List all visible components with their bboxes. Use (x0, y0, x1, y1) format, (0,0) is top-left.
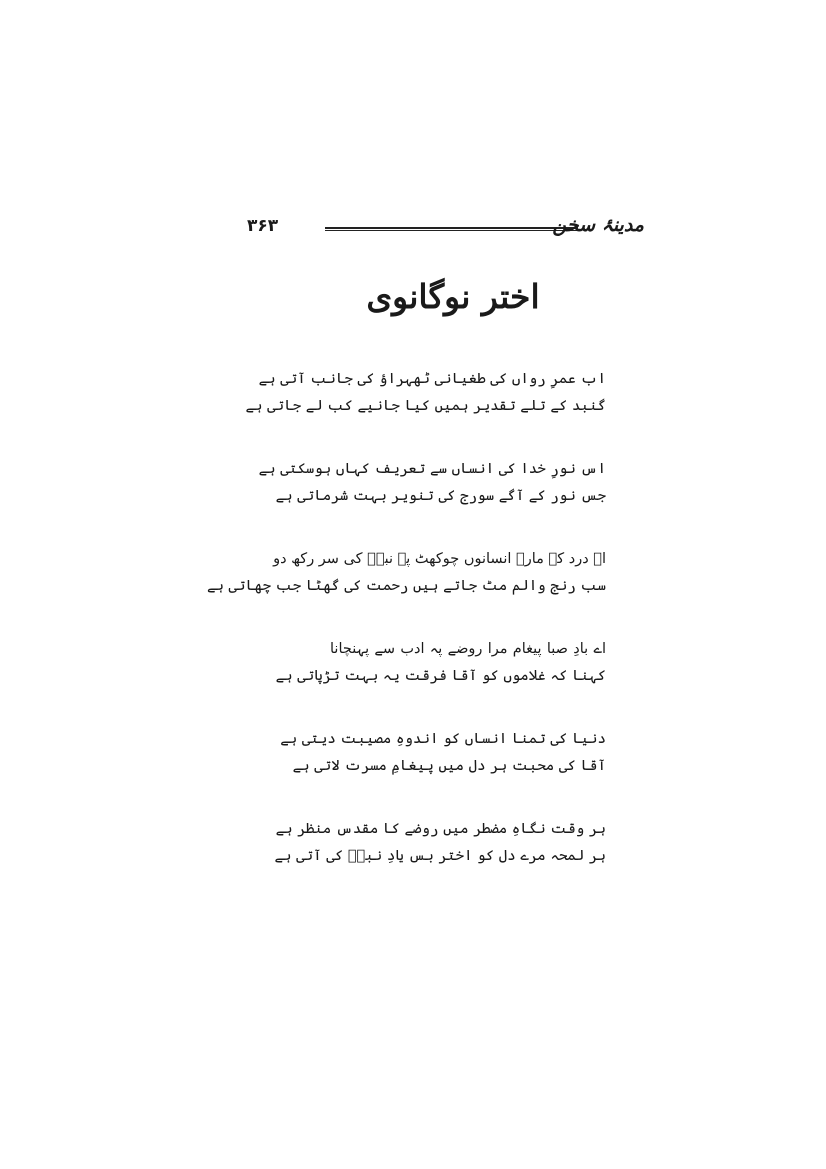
couplet (245, 366, 606, 422)
verse-line: جس نور کے آگے سورج کی تنویر بہت شرماتی ہے (275, 488, 606, 504)
verse-line: اب عمرِ رواں کی طغیانی ٹھہراؤ کی جانب آتی ہے (258, 371, 606, 387)
verse-line: سب رنج والم مٹ جاتے ہیں رحمت کی گھٹا جب چھاتی ہے (206, 578, 606, 594)
page-number: ۳۶۳ (247, 216, 279, 236)
verse-line: کہنا کہ غلاموں کو آقا فرقت یہ بہت تڑپاتی ہے (275, 668, 606, 684)
verse-line: گنبد کے تلے تقدیر ہمیں کیا جانیے کب لے جاتی ہے (245, 398, 606, 414)
verse-line: اے درد کے مارے انسانوں چوکھٹ پہ نبیؐ کی سر رکھ دو (273, 551, 606, 567)
verse-line: ہر لمحہ مرے دل کو اختر بس یادِ نبیؐ کی آتی ہے (274, 848, 606, 864)
poem (206, 366, 606, 906)
couplet (258, 456, 606, 512)
verse-line: اے بادِ صبا پیغام مرا روضے پہ ادب سے پہنچانا (330, 641, 606, 657)
poet-name: اختر نوگانوی (366, 277, 540, 316)
verse-line: دنیا کی تمنا انساں کو اندوہِ مصیبت دیتی ہے (280, 731, 606, 747)
couplet (280, 726, 606, 782)
book-title: مدینۂ سخن (552, 214, 644, 236)
couplet (275, 636, 606, 692)
header-rule (325, 227, 578, 231)
verse-line: آقا کی محبت ہر دل میں پیغامِ مسرت لاتی ہے (292, 758, 606, 774)
couplet (206, 546, 606, 602)
couplet (274, 816, 606, 872)
verse-line: اس نورِ خدا کی انساں سے تعریف کہاں ہوسکتی ہے (258, 461, 606, 477)
verse-line: ہر وقت نگاہِ مضطر میں روضے کا مقدس منظر ہے (275, 821, 606, 837)
